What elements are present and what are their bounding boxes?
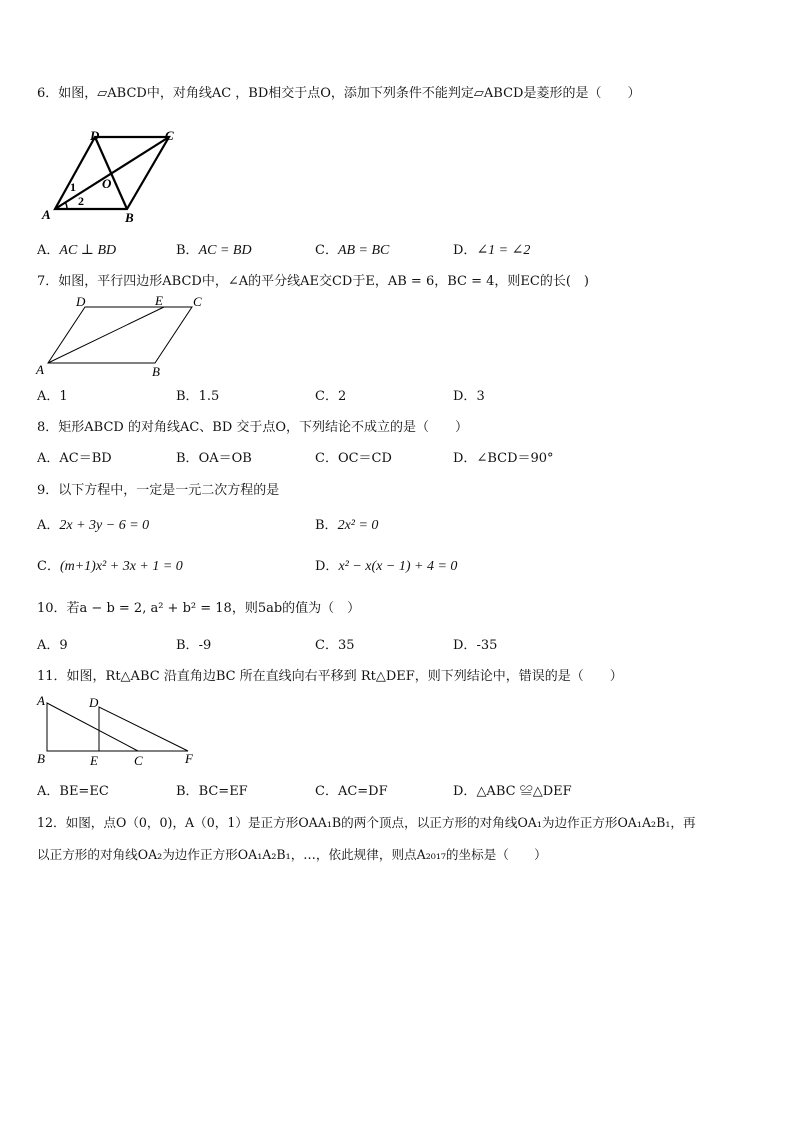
q6-label-d: D	[90, 128, 100, 143]
q6-parallelogram-figure	[37, 126, 187, 224]
q7-option-c: C．2	[315, 389, 347, 404]
q10-option-a: A．9	[37, 638, 68, 653]
q11-label-c: C	[134, 753, 143, 768]
q9-option-a: A．2x + 3y − 6 = 0	[37, 518, 150, 533]
q11-label-f: F	[185, 751, 193, 766]
q6-option-d: D．∠1 = ∠2	[453, 243, 531, 258]
q9-option-d: D．x² − x(x − 1) + 4 = 0	[315, 559, 458, 574]
q6-option-b: B．AC = BD	[176, 243, 252, 258]
q6-option-c: C．AB = BC	[315, 243, 390, 258]
q11-option-b: B．BC=EF	[176, 784, 248, 799]
question-9-text: 9．以下方程中，一定是一元二次方程的是	[37, 483, 280, 498]
q9-option-c: C．(m+1)x² + 3x + 1 = 0	[37, 559, 183, 574]
q8-option-a: A．AC＝BD	[37, 451, 112, 466]
q7-label-a: A	[36, 362, 44, 377]
q7-option-d: D．3	[453, 389, 485, 404]
q8-option-c: C．OC＝CD	[315, 451, 392, 466]
q6-label-c: C	[165, 128, 174, 143]
q11-option-a: A．BE=EC	[37, 784, 109, 799]
q7-option-a: A．1	[37, 389, 68, 404]
q10-option-c: C．35	[315, 638, 355, 653]
q10-option-b: B．-9	[176, 638, 212, 653]
q7-option-b: B．1.5	[176, 389, 220, 404]
q11-label-a: A	[37, 693, 45, 708]
q7-parallelogram-figure	[30, 292, 215, 380]
q8-option-d: D．∠BCD＝90°	[453, 451, 554, 466]
q10-option-d: D．-35	[453, 638, 498, 653]
q7-label-b: B	[152, 364, 160, 379]
question-6-text: 6．如图，▱ABCD中，对角线AC ，BD相交于点O，添加下列条件不能判定▱ABCD是菱形的是（ ）	[37, 86, 641, 101]
question-11-text: 11．如图，Rt△ABC 沿直角边BC 所在直线向右平移到 Rt△DEF，则下列结论中，错误的是（ ）	[37, 669, 623, 684]
q6-label-o: O	[102, 176, 112, 191]
q6-label-b: B	[125, 210, 134, 224]
question-12-line-1: 12．如图，点O（0，0)，A（0，1）是正方形OAA₁B的两个顶点，以正方形的对角线OA₁为边作正方形OA₁A₂B₁，再	[37, 815, 696, 830]
q6-label-angle2: 2	[78, 194, 84, 208]
q11-triangles-figure	[33, 691, 203, 771]
q11-option-c: C．AC=DF	[315, 784, 388, 799]
q7-label-c: C	[193, 294, 202, 309]
q11-label-b: B	[37, 751, 45, 766]
q8-option-b: B．OA＝OB	[176, 451, 252, 466]
question-7-text: 7．如图，平行四边形ABCD中，∠A的平分线AE交CD于E，AB = 6，BC = 4，则EC的长( )	[37, 274, 589, 289]
q9-option-b: B．2x² = 0	[315, 518, 379, 533]
q7-label-e: E	[155, 293, 163, 308]
q6-option-a: A．AC ⊥ BD	[37, 243, 117, 258]
q7-label-d: D	[76, 294, 86, 309]
q11-label-d: D	[89, 695, 99, 710]
question-10-text: 10．若a − b = 2, a² + b² = 18，则5ab的值为（ ）	[37, 601, 361, 616]
question-12-line-2: 以正方形的对角线OA₂为边作正方形OA₁A₂B₁，…，依此规律，则点A₂₀₁₇的坐标是（ ）	[37, 847, 547, 862]
q6-label-a: A	[42, 207, 51, 222]
q6-label-angle1: 1	[70, 180, 76, 194]
q11-option-d: D．△ABC ≌△DEF	[453, 784, 572, 799]
q11-label-e: E	[90, 753, 98, 768]
question-8-text: 8．矩形ABCD 的对角线AC、BD 交于点O，下列结论不成立的是（ ）	[37, 420, 469, 435]
